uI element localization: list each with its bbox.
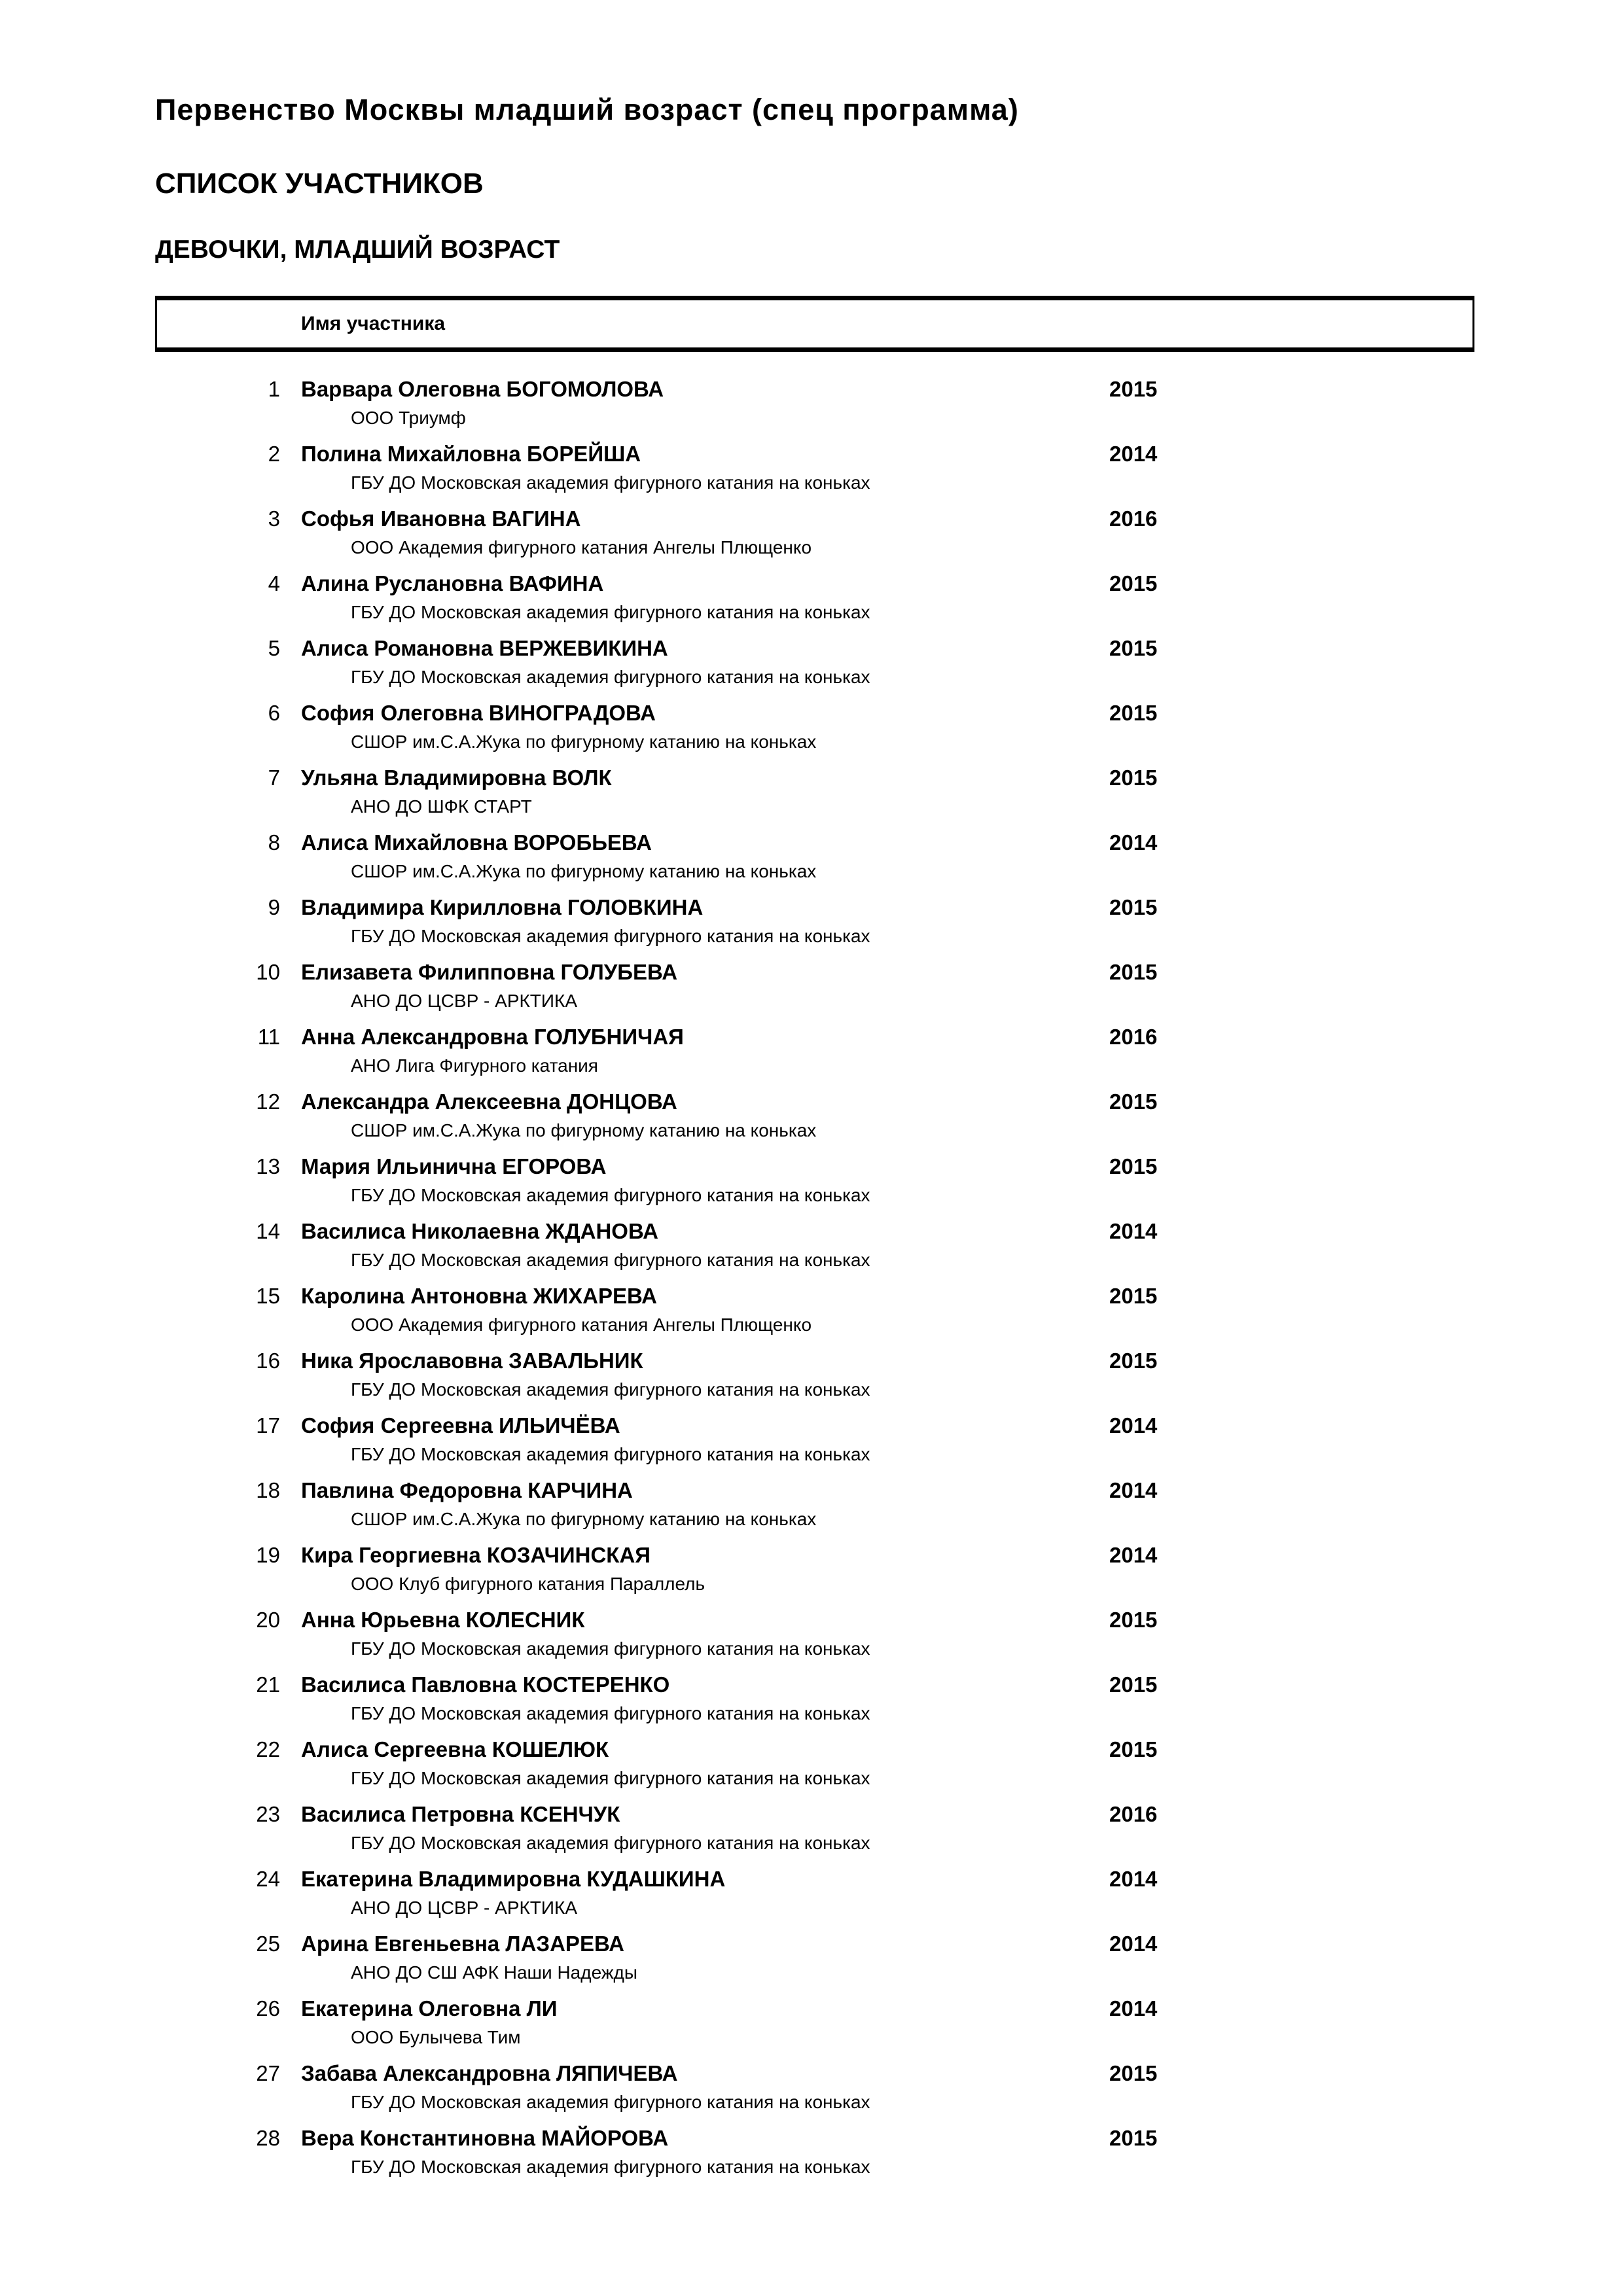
participant-club: ООО Булычева Тим bbox=[351, 2027, 521, 2047]
participant-row bbox=[0, 442, 1623, 506]
participant-birth-year: 2015 bbox=[1109, 1349, 1158, 1373]
participant-number: 1 bbox=[268, 377, 280, 401]
participant-row bbox=[0, 830, 1623, 895]
participant-row bbox=[0, 1737, 1623, 1802]
participant-birth-year: 2016 bbox=[1109, 1025, 1158, 1049]
participant-row bbox=[0, 377, 1623, 442]
participant-club: АНО ДО ЦСВР - АРКТИКА bbox=[351, 1898, 578, 1918]
participant-row bbox=[0, 2126, 1623, 2191]
category-heading: ДЕВОЧКИ, МЛАДШИЙ ВОЗРАСТ bbox=[155, 236, 560, 264]
participant-club: ГБУ ДО Московская академия фигурного катания на коньках bbox=[351, 1703, 870, 1723]
participant-row bbox=[0, 1089, 1623, 1154]
participant-number: 8 bbox=[268, 830, 280, 855]
participant-number: 13 bbox=[256, 1154, 280, 1178]
participant-club: ГБУ ДО Московская академия фигурного катания на коньках bbox=[351, 472, 870, 493]
participant-name: Арина Евгеньевна ЛАЗАРЕВА bbox=[301, 1932, 624, 1956]
participant-number: 18 bbox=[256, 1478, 280, 1502]
participant-club: ГБУ ДО Московская академия фигурного катания на коньках bbox=[351, 2157, 870, 2177]
participant-club: СШОР им.С.А.Жука по фигурному катанию на коньках bbox=[351, 1120, 817, 1140]
participant-club: АНО ДО СШ АФК Наши Надежды bbox=[351, 1962, 638, 1983]
participant-row bbox=[0, 1154, 1623, 1219]
participant-row bbox=[0, 571, 1623, 636]
participant-row bbox=[0, 1867, 1623, 1932]
participant-row bbox=[0, 636, 1623, 701]
participant-number: 28 bbox=[256, 2126, 280, 2150]
participant-club: ГБУ ДО Московская академия фигурного катания на коньках bbox=[351, 1768, 870, 1788]
participant-name: Ника Ярославовна ЗАВАЛЬНИК bbox=[301, 1349, 643, 1373]
participant-number: 27 bbox=[256, 2061, 280, 2085]
participant-club: ГБУ ДО Московская академия фигурного катания на коньках bbox=[351, 602, 870, 622]
participant-club: ООО Академия фигурного катания Ангелы Плющенко bbox=[351, 537, 812, 557]
participant-name: Ульяна Владимировна ВОЛК bbox=[301, 766, 612, 790]
participant-birth-year: 2015 bbox=[1109, 1089, 1158, 1114]
participant-name: София Олеговна ВИНОГРАДОВА bbox=[301, 701, 656, 725]
participant-row bbox=[0, 1284, 1623, 1349]
participant-number: 3 bbox=[268, 506, 280, 531]
participant-row bbox=[0, 1802, 1623, 1867]
participant-row bbox=[0, 506, 1623, 571]
participant-birth-year: 2015 bbox=[1109, 1737, 1158, 1761]
participant-name: Вера Константиновна МАЙОРОВА bbox=[301, 2126, 669, 2150]
participant-row bbox=[0, 701, 1623, 766]
participant-club: ООО Академия фигурного катания Ангелы Плющенко bbox=[351, 1315, 812, 1335]
participant-name: Екатерина Владимировна КУДАШКИНА bbox=[301, 1867, 726, 1891]
participant-birth-year: 2015 bbox=[1109, 766, 1158, 790]
participant-birth-year: 2014 bbox=[1109, 1478, 1158, 1502]
participant-name: Варвара Олеговна БОГОМОЛОВА bbox=[301, 377, 664, 401]
participant-club: ГБУ ДО Московская академия фигурного катания на коньках bbox=[351, 1444, 870, 1464]
participant-row bbox=[0, 960, 1623, 1025]
participant-row bbox=[0, 895, 1623, 960]
participant-row bbox=[0, 1413, 1623, 1478]
participant-number: 17 bbox=[256, 1413, 280, 1438]
participant-number: 11 bbox=[257, 1025, 280, 1049]
participant-number: 22 bbox=[256, 1737, 280, 1761]
participant-row bbox=[0, 2061, 1623, 2126]
participant-birth-year: 2015 bbox=[1109, 701, 1158, 725]
participant-number: 20 bbox=[256, 1608, 280, 1632]
participant-name: Александра Алексеевна ДОНЦОВА bbox=[301, 1089, 677, 1114]
participant-birth-year: 2014 bbox=[1109, 1996, 1158, 2021]
participant-club: СШОР им.С.А.Жука по фигурному катанию на коньках bbox=[351, 861, 817, 881]
participant-row bbox=[0, 1932, 1623, 1996]
participant-club: ГБУ ДО Московская академия фигурного катания на коньках bbox=[351, 926, 870, 946]
participant-club: АНО Лига Фигурного катания bbox=[351, 1055, 598, 1076]
participant-birth-year: 2015 bbox=[1109, 960, 1158, 984]
participant-name: Мария Ильинична ЕГОРОВА bbox=[301, 1154, 607, 1178]
participant-birth-year: 2015 bbox=[1109, 1284, 1158, 1308]
participant-birth-year: 2015 bbox=[1109, 2126, 1158, 2150]
participant-name: София Сергеевна ИЛЬИЧЁВА bbox=[301, 1413, 620, 1438]
participant-number: 4 bbox=[268, 571, 280, 595]
participant-club: ГБУ ДО Московская академия фигурного катания на коньках bbox=[351, 2092, 870, 2112]
participant-number: 6 bbox=[268, 701, 280, 725]
participant-club: ГБУ ДО Московская академия фигурного катания на коньках bbox=[351, 1185, 870, 1205]
participant-number: 15 bbox=[256, 1284, 280, 1308]
participant-club: ГБУ ДО Московская академия фигурного катания на коньках bbox=[351, 1638, 870, 1659]
participant-birth-year: 2015 bbox=[1109, 636, 1158, 660]
participant-club: ООО Клуб фигурного катания Параллель bbox=[351, 1574, 705, 1594]
participant-name: Забава Александровна ЛЯПИЧЕВА bbox=[301, 2061, 678, 2085]
participant-row bbox=[0, 1349, 1623, 1413]
participants-list bbox=[0, 377, 1623, 2191]
participant-number: 21 bbox=[256, 1672, 280, 1697]
participant-club: ГБУ ДО Московская академия фигурного катания на коньках bbox=[351, 1833, 870, 1853]
participant-club: ГБУ ДО Московская академия фигурного катания на коньках bbox=[351, 667, 870, 687]
page-title: Первенство Москвы младший возраст (спец программа) bbox=[155, 93, 1019, 126]
participant-club: АНО ДО ШФК СТАРТ bbox=[351, 796, 532, 817]
participant-birth-year: 2016 bbox=[1109, 1802, 1158, 1826]
section-heading: СПИСОК УЧАСТНИКОВ bbox=[155, 168, 484, 200]
participant-club: ГБУ ДО Московская академия фигурного катания на коньках bbox=[351, 1379, 870, 1400]
participant-row bbox=[0, 1478, 1623, 1543]
participant-name: Алиса Романовна ВЕРЖЕВИКИНА bbox=[301, 636, 668, 660]
participant-name: Владимира Кирилловна ГОЛОВКИНА bbox=[301, 895, 704, 919]
participant-birth-year: 2015 bbox=[1109, 377, 1158, 401]
participant-row bbox=[0, 1996, 1623, 2061]
participant-number: 2 bbox=[268, 442, 280, 466]
participant-name: Алина Руслановна ВАФИНА bbox=[301, 571, 604, 595]
participant-number: 14 bbox=[256, 1219, 280, 1243]
participant-birth-year: 2015 bbox=[1109, 895, 1158, 919]
participant-number: 24 bbox=[256, 1867, 280, 1891]
participant-club: СШОР им.С.А.Жука по фигурному катанию на коньках bbox=[351, 1509, 817, 1529]
participant-row bbox=[0, 1025, 1623, 1089]
participant-name: Полина Михайловна БОРЕЙША bbox=[301, 442, 641, 466]
participant-name: Анна Александровна ГОЛУБНИЧАЯ bbox=[301, 1025, 684, 1049]
participant-number: 5 bbox=[268, 636, 280, 660]
participant-row bbox=[0, 1608, 1623, 1672]
participant-number: 23 bbox=[256, 1802, 280, 1826]
participant-row bbox=[0, 766, 1623, 830]
participant-row bbox=[0, 1543, 1623, 1608]
participant-name: Алиса Сергеевна КОШЕЛЮК bbox=[301, 1737, 609, 1761]
participant-birth-year: 2014 bbox=[1109, 830, 1158, 855]
participant-number: 26 bbox=[256, 1996, 280, 2021]
participant-row bbox=[0, 1672, 1623, 1737]
participant-number: 12 bbox=[256, 1089, 280, 1114]
table-header-box bbox=[155, 296, 1474, 352]
participant-name: Анна Юрьевна КОЛЕСНИК bbox=[301, 1608, 585, 1632]
participant-number: 19 bbox=[256, 1543, 280, 1567]
participant-row bbox=[0, 1219, 1623, 1284]
participant-name: Василиса Петровна КСЕНЧУК bbox=[301, 1802, 620, 1826]
participant-birth-year: 2014 bbox=[1109, 1932, 1158, 1956]
participant-number: 10 bbox=[256, 960, 280, 984]
participant-club: АНО ДО ЦСВР - АРКТИКА bbox=[351, 991, 578, 1011]
participant-name: Софья Ивановна ВАГИНА bbox=[301, 506, 581, 531]
participant-name: Каролина Антоновна ЖИХАРЕВА bbox=[301, 1284, 658, 1308]
name-column-header: Имя участника bbox=[301, 313, 446, 334]
participant-birth-year: 2015 bbox=[1109, 2061, 1158, 2085]
participant-birth-year: 2015 bbox=[1109, 571, 1158, 595]
participant-birth-year: 2015 bbox=[1109, 1672, 1158, 1697]
participant-name: Павлина Федоровна КАРЧИНА bbox=[301, 1478, 633, 1502]
participant-birth-year: 2014 bbox=[1109, 1219, 1158, 1243]
participant-name: Василиса Павловна КОСТЕРЕНКО bbox=[301, 1672, 670, 1697]
participant-birth-year: 2015 bbox=[1109, 1154, 1158, 1178]
participant-number: 7 bbox=[268, 766, 280, 790]
participant-birth-year: 2016 bbox=[1109, 506, 1158, 531]
participant-club: СШОР им.С.А.Жука по фигурному катанию на коньках bbox=[351, 732, 817, 752]
participant-birth-year: 2015 bbox=[1109, 1608, 1158, 1632]
participant-name: Екатерина Олеговна ЛИ bbox=[301, 1996, 558, 2021]
participant-name: Василиса Николаевна ЖДАНОВА bbox=[301, 1219, 658, 1243]
participant-birth-year: 2014 bbox=[1109, 1543, 1158, 1567]
participant-number: 25 bbox=[256, 1932, 280, 1956]
participant-birth-year: 2014 bbox=[1109, 1413, 1158, 1438]
participant-birth-year: 2014 bbox=[1109, 442, 1158, 466]
participant-club: ГБУ ДО Московская академия фигурного катания на коньках bbox=[351, 1250, 870, 1270]
participant-name: Кира Георгиевна КОЗАЧИНСКАЯ bbox=[301, 1543, 651, 1567]
participant-name: Елизавета Филипповна ГОЛУБЕВА bbox=[301, 960, 678, 984]
participant-name: Алиса Михайловна ВОРОБЬЕВА bbox=[301, 830, 652, 855]
participant-birth-year: 2014 bbox=[1109, 1867, 1158, 1891]
participant-number: 9 bbox=[268, 895, 280, 919]
participant-club: ООО Триумф bbox=[351, 408, 466, 428]
participant-number: 16 bbox=[256, 1349, 280, 1373]
